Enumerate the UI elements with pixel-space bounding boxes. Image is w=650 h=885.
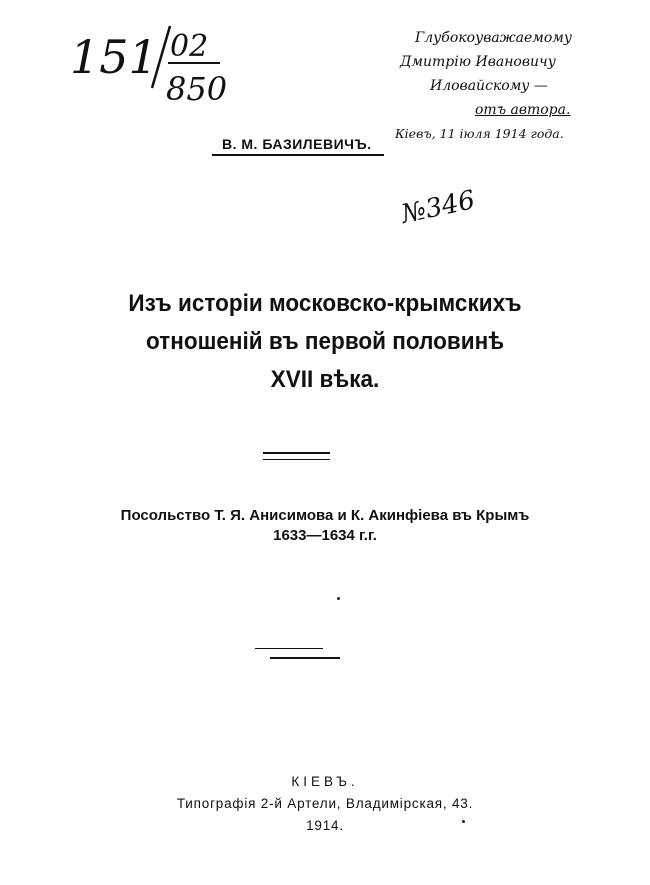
title-line: отношеній въ первой половинѣ xyxy=(145,328,505,355)
shelfmark-fraction-bottom: 850 xyxy=(166,70,228,108)
subtitle-line: Посольство Т. Я. Анисимова и К. Акинфіева въ Крымъ xyxy=(120,507,530,524)
author-name: В. М. БАЗИЛЕВИЧЪ. xyxy=(222,136,372,152)
title-separator-rule xyxy=(263,452,330,460)
subtitle-line: 1633—1634 г.г. xyxy=(273,527,377,544)
dedication-line: Кіевъ, 11 іюля 1914 года. xyxy=(395,126,564,141)
imprint-city: КІЕВЪ. xyxy=(291,774,359,789)
imprint-year: 1914. xyxy=(306,818,344,833)
title-line: XVII вѣка. xyxy=(270,366,380,393)
imprint-press: Типографія 2-й Артели, Владимірская, 43. xyxy=(176,796,474,811)
book-subtitle xyxy=(0,506,650,546)
imprint-separator-rule xyxy=(255,648,323,649)
ink-speck xyxy=(337,597,340,600)
dedication-line: Дмитрію Ивановичу xyxy=(400,54,556,70)
title-line: Изъ исторіи московско-крымскихъ xyxy=(128,290,522,317)
dedication-line: отъ автора. xyxy=(475,102,571,118)
handwritten-shelfmark xyxy=(70,18,240,113)
handwritten-dedication xyxy=(395,26,640,146)
book-title xyxy=(26,285,624,399)
shelfmark-fraction-top: 02 xyxy=(170,29,209,64)
imprint-separator-rule xyxy=(270,657,340,659)
shelfmark-number: 151 xyxy=(70,30,158,84)
inventory-mark: №346 xyxy=(398,185,478,230)
author-underline xyxy=(212,154,384,156)
dedication-line: Иловайскому — xyxy=(430,78,548,94)
dedication-line: Глубокоуважаемому xyxy=(415,30,572,46)
